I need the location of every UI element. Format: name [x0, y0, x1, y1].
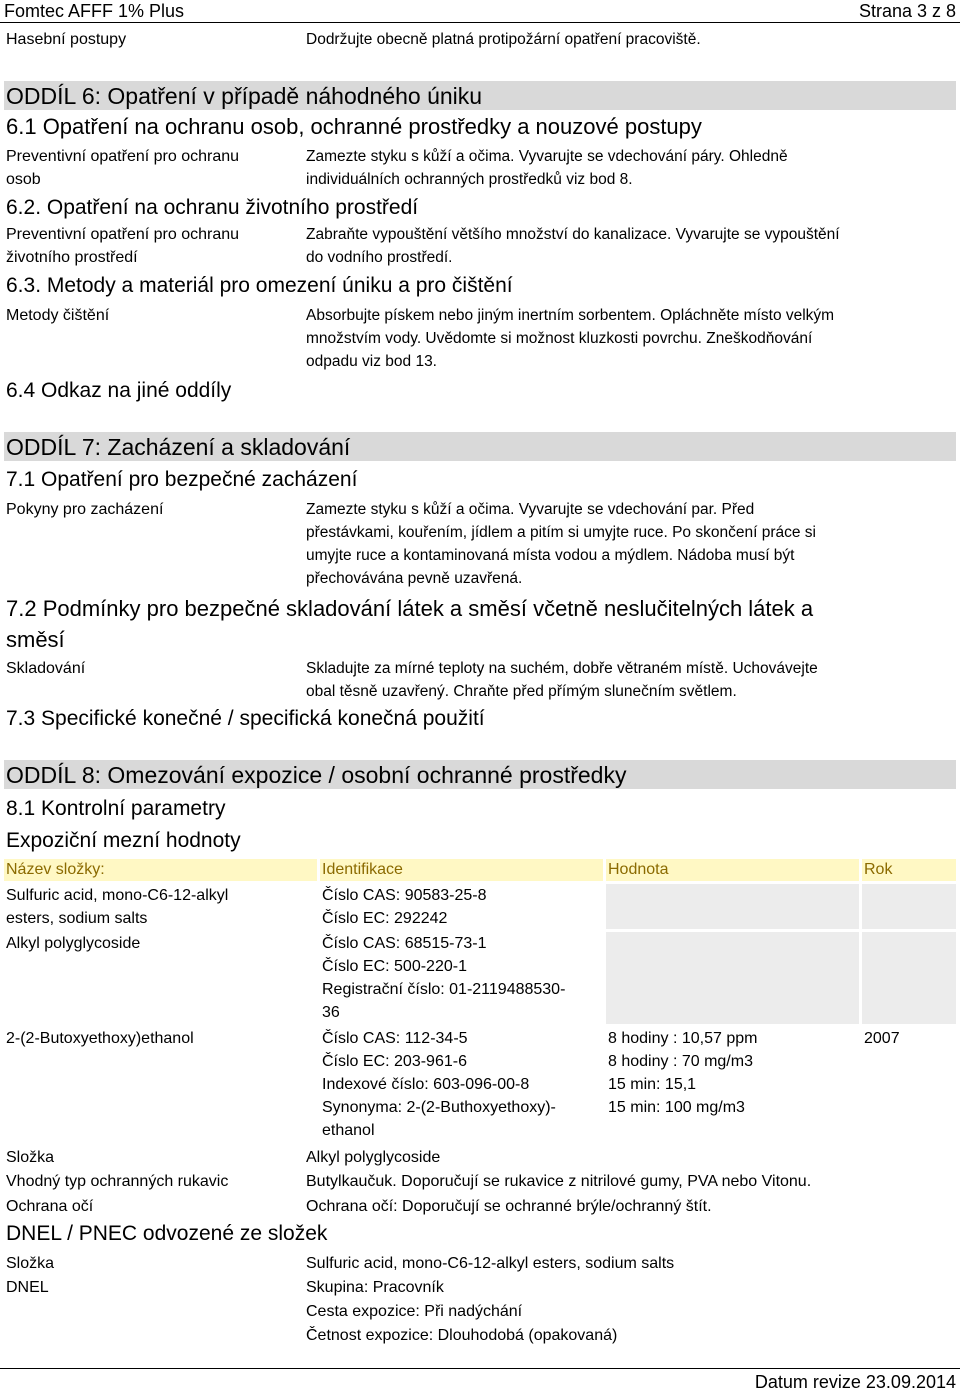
environmental-precautions-text: [306, 223, 840, 269]
table-row-name: [6, 884, 228, 930]
fire-procedure-text: Dodržujte obecně platná protipožární opatření pracoviště.: [306, 31, 701, 48]
cell-line: Číslo CAS: 112-34-5: [322, 1030, 468, 1047]
text-line: Zabraňte vypouštění většího množství do kanalizace. Vyvarujte se vypouštění: [306, 226, 840, 243]
text-line: umyjte ruce a kontaminovaná místa vodou a mýdlem. Nádoba musí být: [306, 547, 795, 564]
dnel-line: Cesta expozice: Při nadýchání: [306, 1303, 523, 1320]
cell-line: Registrační číslo: 01-2119488530-: [322, 981, 566, 998]
heading-exposure-limits: Expoziční mezní hodnoty: [6, 829, 241, 852]
section-7-heading: ODDÍL 7: Zacházení a skladování: [4, 432, 956, 461]
cell-line: Číslo CAS: 90583-25-8: [322, 887, 487, 904]
gloves-value: Butylkaučuk. Doporučují se rukavice z nitrilové gumy, PVA nebo Vitonu.: [306, 1173, 812, 1190]
heading-6-2: 6.2. Opatření na ochranu životního prostředí: [6, 196, 419, 219]
text-line: Zamezte styku s kůží a očima. Vyvarujte se vdechování par. Před: [306, 501, 755, 518]
cleaning-methods-text: [306, 304, 834, 373]
text-line: individuálních ochranných prostředků viz bod 8.: [306, 171, 633, 188]
cell-line: 15 min: 15,1: [608, 1076, 697, 1093]
cell-line: ethanol: [322, 1122, 375, 1139]
table-row-identification: [322, 932, 565, 1024]
cell-line: Číslo EC: 500-220-1: [322, 958, 467, 975]
heading-6-3: 6.3. Metody a materiál pro omezení úniku a pro čištění: [6, 274, 513, 297]
table-row-value-empty: [606, 884, 859, 929]
label-line: životního prostředí: [6, 249, 138, 266]
cell-line: Číslo CAS: 68515-73-1: [322, 935, 487, 952]
table-row-year-empty: [862, 884, 956, 929]
fire-procedure-label: Hasební postupy: [6, 31, 127, 48]
heading-7-1: 7.1 Opatření pro bezpečné zacházení: [6, 468, 358, 491]
heading-6-1: 6.1 Opatření na ochranu osob, ochranné prostředky a nouzové postupy: [6, 114, 702, 139]
eye-protection-value: Ochrana očí: Doporučují se ochranné brýle/ochranný štít.: [306, 1198, 712, 1215]
dnel-line: Skupina: Pracovník: [306, 1279, 444, 1296]
personal-precautions-text: [306, 145, 788, 191]
document-title: Fomtec AFFF 1% Plus: [4, 1, 185, 21]
table-row-identification: [322, 884, 487, 930]
table-row-year: 2007: [864, 1030, 900, 1047]
footer-rule: [0, 1368, 960, 1369]
cell-line: 8 hodiny : 10,57 ppm: [608, 1030, 758, 1047]
text-line: Skladujte za mírné teploty na suchém, dobře větraném místě. Uchovávejte: [306, 660, 818, 677]
cell-line: 15 min: 100 mg/m3: [608, 1099, 745, 1116]
table-header-identification: Identifikace: [320, 859, 603, 881]
component-label: Složka: [6, 1149, 55, 1166]
page-number: Strana 3 z 8: [858, 1, 956, 21]
cell-line: Sulfuric acid, mono-C6-12-alkyl: [6, 887, 229, 904]
cell-line: Indexové číslo: 603-096-00-8: [322, 1076, 530, 1093]
heading-8-1: 8.1 Kontrolní parametry: [6, 797, 226, 820]
cleaning-methods-label: Metody čištění: [6, 307, 110, 324]
heading-line: 7.2 Podmínky pro bezpečné skladování látek a směsí včetně neslučitelných látek a: [6, 596, 814, 621]
heading-6-4: 6.4 Odkaz na jiné oddíly: [6, 379, 232, 402]
label-line: Preventivní opatření pro ochranu: [6, 226, 240, 243]
table-row-year-empty: [862, 932, 956, 1024]
table-row-identification: [322, 1027, 556, 1142]
header-rule: [0, 22, 960, 23]
table-row-value-empty: [606, 932, 859, 1024]
cell-line: Alkyl polyglycoside: [6, 935, 141, 952]
storage-text: [306, 657, 818, 703]
table-row-value: [608, 1027, 757, 1119]
table-header-value: Hodnota: [606, 859, 859, 881]
dnel-label: DNEL: [6, 1279, 49, 1296]
cell-line: 8 hodiny : 70 mg/m3: [608, 1053, 753, 1070]
text-line: Absorbujte pískem nebo jiným inertním sorbentem. Opláchněte místo velkým: [306, 307, 835, 324]
eye-protection-label: Ochrana očí: [6, 1198, 94, 1215]
label-line: osob: [6, 171, 41, 188]
component-value: Alkyl polyglycoside: [306, 1149, 441, 1166]
storage-label: Skladování: [6, 660, 86, 677]
cell-line: Číslo EC: 203-961-6: [322, 1053, 467, 1070]
heading-dnel-pnec: DNEL / PNEC odvozené ze složek: [6, 1222, 328, 1245]
section-8-heading: ODDÍL 8: Omezování expozice / osobní ochranné prostředky: [4, 760, 956, 789]
dnel-component-value: Sulfuric acid, mono-C6-12-alkyl esters, sodium salts: [306, 1255, 675, 1272]
heading-line: směsí: [6, 627, 65, 652]
text-line: přestávkami, kouřením, jídlem a pitím si umyjte ruce. Po skončení práce si: [306, 524, 816, 541]
text-line: do vodního prostředí.: [306, 249, 453, 266]
table-header-year: Rok: [862, 859, 956, 881]
text-line: množstvím vody. Uvědomte si možnost kluzkosti povrchu. Zneškodňování: [306, 330, 813, 347]
text-line: přechovávána pevně uzavřená.: [306, 570, 523, 587]
table-row-name: [6, 1027, 194, 1050]
cell-line: Synonyma: 2-(2-Buthoxyethoxy)-: [322, 1099, 556, 1116]
revision-date: Datum revize 23.09.2014: [754, 1372, 956, 1392]
cell-line: esters, sodium salts: [6, 910, 148, 927]
cell-line: 36: [322, 1004, 340, 1021]
dnel-component-label: Složka: [6, 1255, 55, 1272]
section-6-heading: ODDÍL 6: Opatření v případě náhodného úniku: [4, 81, 956, 110]
environmental-precautions-label: [6, 223, 239, 269]
table-header-name: Název složky:: [4, 859, 317, 881]
text-line: Zamezte styku s kůží a očima. Vyvarujte se vdechování páry. Ohledně: [306, 148, 788, 165]
heading-7-3: 7.3 Specifické konečné / specifická konečná použití: [6, 707, 485, 730]
handling-label: Pokyny pro zacházení: [6, 501, 164, 518]
heading-7-2: [6, 593, 813, 655]
personal-precautions-label: [6, 145, 239, 191]
cell-line: 2-(2-Butoxyethoxy)ethanol: [6, 1030, 194, 1047]
gloves-label: Vhodný typ ochranných rukavic: [6, 1173, 229, 1190]
table-row-name: [6, 932, 140, 955]
text-line: odpadu viz bod 13.: [306, 353, 437, 370]
handling-text: [306, 498, 816, 590]
text-line: obal těsně uzavřený. Chraňte před přímým slunečním světlem.: [306, 683, 737, 700]
dnel-line: Četnost expozice: Dlouhodobá (opakovaná): [306, 1327, 618, 1344]
dnel-values: [306, 1276, 617, 1348]
cell-line: Číslo EC: 292242: [322, 910, 448, 927]
label-line: Preventivní opatření pro ochranu: [6, 148, 240, 165]
